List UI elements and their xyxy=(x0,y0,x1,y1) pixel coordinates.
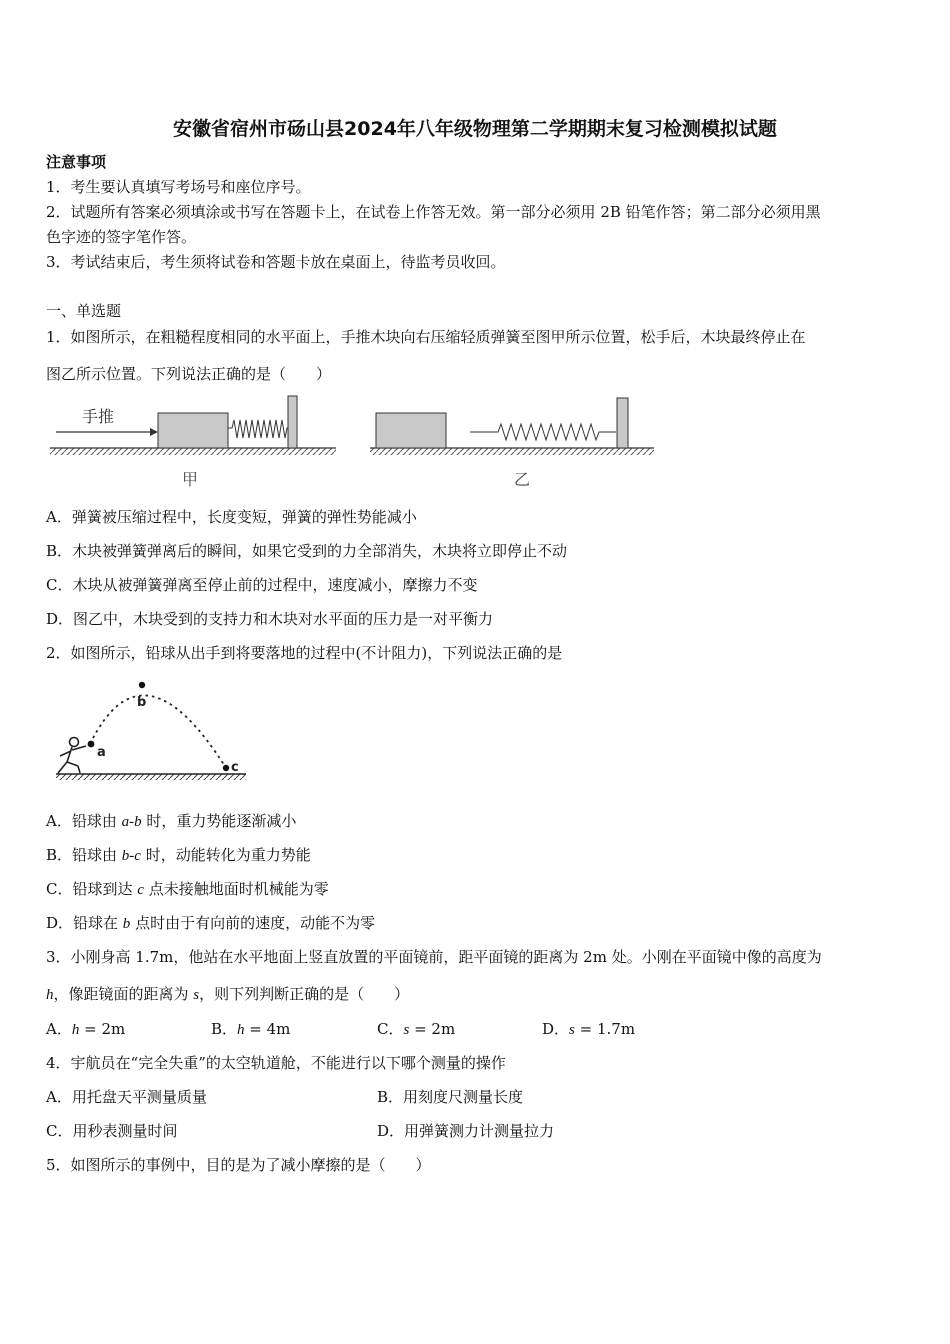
section-title: 一、单选题 xyxy=(46,302,122,320)
arrow-right-icon xyxy=(150,428,158,436)
q3-option-c: C．s = 2m xyxy=(377,1020,456,1038)
wall xyxy=(617,398,628,448)
q1-stem-line1: 1．如图所示，在粗糙程度相同的水平面上，手推木块向右压缩轻质弹簧至图甲所示位置，松手后，木块最终停止在 xyxy=(46,328,806,346)
q1-option-c: C．木块从被弹簧弹离至停止前的过程中，速度减小，摩擦力不变 xyxy=(46,576,478,594)
wood-block xyxy=(158,413,228,448)
q3-option-a: A．h = 2m xyxy=(46,1020,126,1038)
q3-stem-line1: 3．小刚身高 1.7m，他站在水平地面上竖直放置的平面镜前，距平面镜的距离为 2m 处。小刚在平面镜中像的高度为 xyxy=(46,948,822,966)
point-a-ball xyxy=(88,741,95,748)
push-label: 手推 xyxy=(82,407,115,426)
trajectory-path xyxy=(90,695,226,768)
q2-figure xyxy=(50,676,250,784)
point-c-ball xyxy=(223,765,229,771)
point-b-ball xyxy=(139,682,145,688)
q4-option-a: A．用托盘天平测量质量 xyxy=(46,1088,207,1106)
q3-stem-line2: h，像距镜面的距离为 s，则下列判断正确的是（ ） xyxy=(46,985,410,1003)
q4-option-b: B．用刻度尺测量长度 xyxy=(377,1088,524,1106)
q1-option-b: B．木块被弹簧弹离后的瞬间，如果它受到的力全部消失，木块将立即停止不动 xyxy=(46,542,568,560)
q2-option-c: C．铅球到达 c 点未接触地面时机械能为零 xyxy=(46,880,329,898)
q1-stem-line2: 图乙所示位置。下列说法正确的是（ ） xyxy=(46,365,332,383)
notice-item-2-cont: 色字迹的签字笔作答。 xyxy=(46,228,197,246)
point-a-label: a xyxy=(97,745,106,760)
notice-item-1: 1．考生要认真填写考场号和座位序号。 xyxy=(46,178,311,196)
label-jia: 甲 xyxy=(182,470,199,489)
figure-jia xyxy=(50,396,336,489)
q2-option-a: A．铅球由 a-b 时，重力势能逐渐减小 xyxy=(46,812,297,830)
figure-yi xyxy=(370,398,654,489)
q1-figure xyxy=(46,392,666,492)
q3-option-b: B．h = 4m xyxy=(211,1020,291,1038)
notice-item-2: 2．试题所有答案必须填涂或书写在答题卡上，在试卷上作答无效。第一部分必须用 2B 铅笔作答；第二部分必须用黑 xyxy=(46,203,821,221)
q3-option-d: D．s = 1.7m xyxy=(542,1020,636,1038)
point-b-label: b xyxy=(137,695,147,710)
q2-stem: 2．如图所示，铅球从出手到将要落地的过程中(不计阻力)，下列说法正确的是 xyxy=(46,644,563,662)
wall xyxy=(288,396,297,448)
wood-block xyxy=(376,413,446,448)
label-yi: 乙 xyxy=(514,470,531,489)
q4-option-d: D．用弹簧测力计测量拉力 xyxy=(377,1122,555,1140)
page-title: 安徽省宿州市砀山县2024年八年级物理第二学期期末复习检测模拟试题 xyxy=(173,118,777,140)
notice-heading: 注意事项 xyxy=(46,153,107,171)
q2-option-d: D．铅球在 b 点时由于有向前的速度，动能不为零 xyxy=(46,914,376,932)
q1-option-d: D．图乙中，木块受到的支持力和木块对水平面的压力是一对平衡力 xyxy=(46,610,494,628)
q5-stem: 5．如图所示的事例中，目的是为了减小摩擦的是（ ） xyxy=(46,1156,431,1174)
q1-option-a: A．弹簧被压缩过程中，长度变短，弹簧的弹性势能减小 xyxy=(46,508,417,526)
q4-option-c: C．用秒表测量时间 xyxy=(46,1122,178,1140)
point-c-label: c xyxy=(231,760,239,775)
spring-relaxed xyxy=(470,424,616,440)
q2-option-b: B．铅球由 b-c 时，动能转化为重力势能 xyxy=(46,846,311,864)
notice-item-3: 3．考试结束后，考生须将试卷和答题卡放在桌面上，待监考员收回。 xyxy=(46,253,506,271)
thrower-figure xyxy=(58,738,86,774)
q4-stem: 4．宇航员在“完全失重”的太空轨道舱，不能进行以下哪个测量的操作 xyxy=(46,1054,506,1072)
spring-compressed xyxy=(228,420,288,438)
